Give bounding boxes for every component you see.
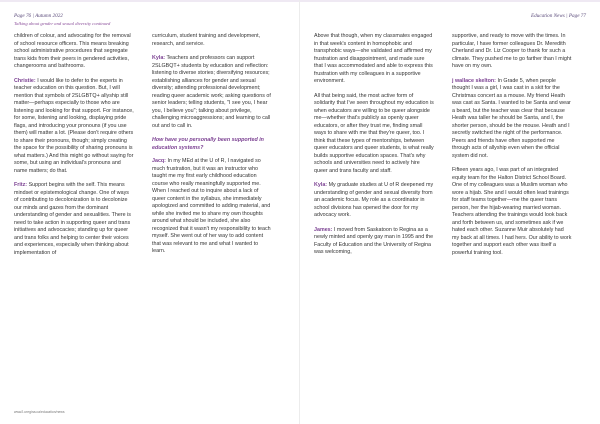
paragraph-text: children of colour, and advocating for the removal of school resource officers. This means breaking school administrative procedures that segregate trans kids from their peers in gendered activities, changerooms and bathrooms. bbox=[14, 33, 131, 69]
paragraph bbox=[452, 33, 572, 71]
paragraph bbox=[152, 55, 272, 130]
paragraph bbox=[314, 33, 434, 86]
right-column-2 bbox=[452, 33, 572, 264]
speaker-name: Kyla: bbox=[314, 182, 328, 188]
paragraph bbox=[152, 158, 272, 256]
speaker-name: Jacq: bbox=[152, 158, 166, 164]
left-page-subheader: Talking about gender and sexual diversity continued bbox=[14, 21, 111, 26]
right-page bbox=[300, 0, 600, 424]
paragraph-text: In my MEd at the U of R, I navigated so much frustration, but it was an instructor who taught me my first early childhood education course who really meaningfully supported me. When I reached out to inquire about a lack of queer content in the syllabus, she immediately apologized and committed to adding material, and while she invited me to share my own thoughts around what should be included, she also recognized that it wasn't my responsibility to teach myself. She went out of her way to add content that was relevant to me and what I wanted to learn. bbox=[152, 158, 271, 254]
paragraph-text: In Grade 5, when people thought I was a girl, I was cast in a skit for the Christmas concert as a mouse. My friend Heath was cast as Santa. I wanted to be Santa and wear a beard, but the teacher was clear that because Heath was taller he should be Santa, and I, the shorter person, should be the mouse. Heath and I secretly switched the night of the performance. Peers and friends have often supported me through acts of allyship even when the official system did not. bbox=[452, 77, 571, 159]
speaker-name: Kyla: bbox=[152, 55, 166, 61]
paragraph bbox=[452, 167, 572, 257]
paragraph bbox=[152, 33, 272, 48]
speaker-name: Christie: bbox=[14, 77, 36, 84]
paragraph bbox=[14, 78, 134, 176]
paragraph bbox=[14, 182, 134, 257]
paragraph bbox=[314, 182, 434, 220]
left-column-2 bbox=[152, 33, 272, 263]
paragraph bbox=[452, 78, 572, 161]
footer-url: www2.uregina.ca/education/news bbox=[14, 410, 65, 414]
paragraph bbox=[314, 227, 434, 257]
left-column-1 bbox=[14, 33, 134, 264]
paragraph-text: Support begins with the self. This means mindset or epistemological change. One of ways of contributing to decolonization is to decolonize our minds and gazes from the dominant understanding of gender and sexualities. There is need to take action in supporting queer and trans initiatives and advocacies; standing up for queer and trans folks and helping to center their voices and experiences, especially when thinking about implementation of bbox=[14, 182, 131, 256]
right-page-header: Education News | Page 77 bbox=[530, 13, 586, 19]
paragraph-text: Teachers and professors can support 2SLGBQT+ students by education and reflection: listening to diverse stories; diversifying resources; establishing alliances for gender and sexual diversity; attending professional development; reading queer academic work; asking questions of senior leaders; telling students, "I see you, I hear you, I believe you"; talking about privilege, challenging microaggressions; and learning to call out and to call in. bbox=[152, 55, 271, 129]
paragraph-text: I moved from Saskatoon to Regina as a newly minted and openly gay man in 1995 and the Faculty of Education and the University of Regina was welcoming, bbox=[314, 226, 434, 255]
paragraph-text: Fifteen years ago, I was part of an integrated equity team for the Halton District School Board. One of my colleagues was a Muslim woman who wore a hijab. She and I would often lead trainings for staff teams together—me the queer trans person, her the hijab-wearing married woman. Teachers attending the trainings would look back and forth between us, and sometimes ask if we hated each other. Suzanne Muir absolutely had my back at all times. I had hers. Our ability to work together and support each other was itself a powerful training tool. bbox=[452, 167, 572, 256]
paragraph bbox=[14, 33, 134, 71]
paragraph-text: supportive, and ready to move with the times. In particular, I have former colleagues Dr. Meredith Cherland and Dr. Liz Cooper to thank for such a climate. They pushed me to go farther than I might have on my own. bbox=[452, 33, 572, 69]
paragraph-text: I would like to defer to the experts in teacher education on this question. But, I will mention that symbols of 2SLGBTQ+ allyship still matter—perhaps especially to those who are listening and looking for that support. For instance, for some, listening and looking, displaying pride flags, and introducing your pronouns (if you use them) will matter a lot. (Please don't require others to share their pronouns, though; simply creating the space for the possibility of sharing pronouns is what matters.) And this might go without saying for some, but using an individual's pronouns and name matters; do that. bbox=[14, 77, 134, 174]
left-page-header: Page 76 | Autumn 2022 bbox=[14, 13, 63, 19]
section-question: How have you personally been supported in education systems? bbox=[152, 137, 264, 151]
paragraph-text: My graduate studies at U of R deepened my understanding of gender and sexual diversity from an academic focus. My role as a coordinator in school divisions has opened the door for my advocacy work. bbox=[314, 182, 434, 218]
paragraph-text: Above that though, when my classmates engaged in that week's content in homophobic and transphobic ways—she validated and affirmed my frustration and disappointment, and made sure that I was accommodated and able to express this frustration with my colleagues in a supportive environment. bbox=[314, 33, 433, 84]
speaker-name: Fritz: bbox=[14, 182, 28, 188]
paragraph bbox=[314, 93, 434, 176]
right-column-1 bbox=[314, 33, 434, 264]
speaker-name: j wallace skelton: bbox=[452, 77, 496, 84]
paragraph-text: curriculum, student training and development, research, and service. bbox=[152, 33, 261, 47]
paragraph-text: All that being said, the most active form of solidarity that I've seen throughout my education is when educators are willing to be queer alongside me—whether that's publicly as openly queer educators, or after they trust me, finding small ways to share with me that they're queer, too. I think that these types of mentorships, between queer educators and queer students, is what really builds supportive education spaces. That's why schools and universities need to actively hire queer and trans faculty and staff. bbox=[314, 92, 434, 174]
speaker-name: James: bbox=[314, 226, 333, 233]
